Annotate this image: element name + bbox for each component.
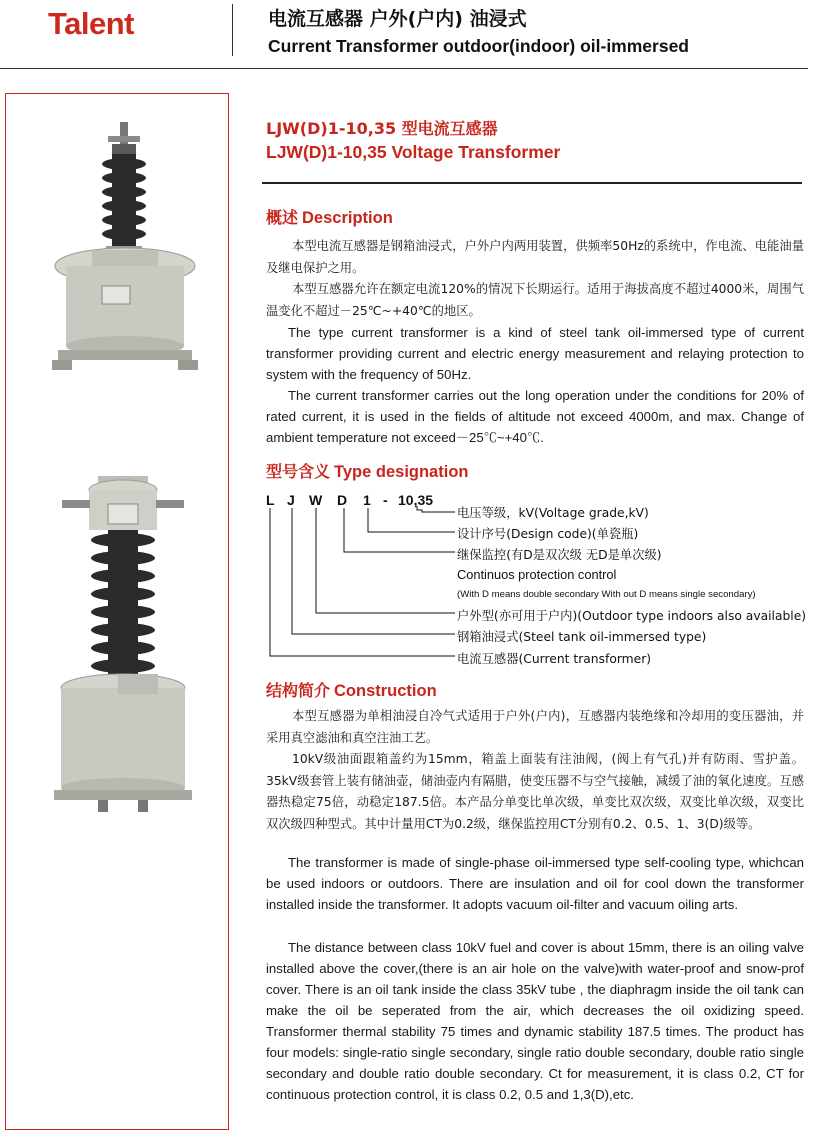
- header-title-en: Current Transformer outdoor(indoor) oil-immersed: [268, 36, 689, 56]
- description-heading-cn: 概述: [266, 208, 299, 227]
- legend-protection-control-cn: 继保监控(有D是双次级 无D是单次级): [457, 548, 662, 562]
- legend-protection-control-note: (With D means double secondary With out D means single secondary): [457, 589, 756, 600]
- brand-logo: Talent: [48, 6, 134, 41]
- description-paragraph-en-2: The current transformer carries out the long operation under the conditions for 20% of rated current, it is used in the fields of altitude not exceed 4000m, and max. Change of ambient temperature not exceed－25℃~+40℃.: [266, 388, 804, 445]
- description-paragraph-cn-2: 本型互感器允许在额定电流120%的情况下长期运行。适用于海拔高度不超过4000米，周围气温变化不超过－25℃~+40℃的地区。: [266, 282, 804, 318]
- type-designation-heading: [266, 459, 468, 482]
- code-voltage: 10,35: [398, 492, 434, 508]
- header-title-cn: 电流互感器 户外(户内) 油浸式: [268, 8, 527, 30]
- code-digit-1: 1: [363, 492, 371, 508]
- description-paragraph-en-1: The type current transformer is a kind of steel tank oil-immersed type of current transformer providing current and electric energy measurement and relaying protection to system with the frequency of 50Hz.: [266, 325, 804, 382]
- code-letter-j: J: [287, 492, 295, 508]
- legend-outdoor-type: 户外型(亦可用于户内)(Outdoor type indoors also available): [457, 609, 807, 623]
- construction-heading-cn: 结构简介: [266, 681, 331, 700]
- code-dash: -: [383, 492, 388, 508]
- description-paragraph-cn-1: 本型电流互感器是钢箱油浸式，户外户内两用装置，供频率50Hz的系统中，作电流、电能油量及继电保护之用。: [266, 239, 804, 275]
- legend-design-code: 设计序号(Design code)(单瓷瓶): [457, 527, 639, 541]
- construction-paragraph-en-1: The transformer is made of single-phase oil-immersed type self-cooling type, whichcan be used indoors or outdoors. There are insulation and oil for cool down the transformer installed inside the transformer. It adopts vacuum oil-filter and vacuum oiling arts.: [266, 855, 804, 912]
- type-designation-heading-cn: 型号含义: [266, 462, 331, 481]
- header-rule: [0, 68, 808, 69]
- construction-heading-en: Construction: [334, 682, 437, 700]
- construction-paragraph-en-2: The distance between class 10kV fuel and cover is about 15mm, there is an oiling valve installed above the cover,(there is an air hole on the valve)with water-proof and snow-prof cover. There is an oil tank inside the class 35kV tube , the diaphragm inside the oil tank can make the oil be seperated from the air, which decreases the oil oxidizing speed. Transformer thermal stability 75 times and dynamic stability 187.5 times. The product has four models: single-ratio single secondary, single ratio double secondary, double ratio single secondary and double ratio double secondary. Ct for measurement, it is class 0.2, CT for continuous protection control, it is class 0.2, 0.5 and 1,3(D),etc.: [266, 940, 804, 1102]
- construction-paragraph-cn-1: 本型互感器为单相油浸自冷气式适用于户外(户内)，互感器内装绝缘和冷却用的变压器油，并采用真空滤油和真空注油工艺。: [266, 709, 804, 745]
- legend-current-transformer: 电流互感器(Current transformer): [457, 652, 652, 666]
- description-heading-en: Description: [302, 209, 393, 227]
- legend-steel-tank: 钢箱油浸式(Steel tank oil-immersed type): [457, 630, 707, 644]
- code-letter-l: L: [266, 492, 275, 508]
- code-letter-d: D: [337, 492, 348, 508]
- code-letter-w: W: [309, 492, 323, 508]
- model-title-cn: LJW(D)1-10,35 型电流互感器: [266, 119, 498, 138]
- model-rule: [262, 182, 802, 184]
- outdoor-transformer-illustration: [50, 116, 200, 376]
- model-title-en: LJW(D)1-10,35 Voltage Transformer: [266, 142, 561, 162]
- legend-voltage-grade: 电压等级，kV(Voltage grade,kV): [457, 506, 649, 520]
- legend-protection-control-en: Continuos protection control: [457, 567, 617, 582]
- designation-bracket-lines: [262, 506, 482, 666]
- indoor-outdoor-transformer-illustration: [48, 468, 198, 820]
- construction-heading: [266, 678, 437, 701]
- construction-paragraph-cn-2: 10kV级油面跟箱盖约为15mm，箱盖上面装有注油阀，(阀上有气孔)并有防雨、雪护盖。35kV级套管上装有储油壶，储油壶内有隔腊，使变压器不与空气接触，减缓了油的氧化速度。互感器热稳定75倍，动稳定187.5倍。本产品分单变比单次级，单变比双次级，双变比单次级，双变比双次级四种型式。其中计量用CT为0.2级，继保监控用CT分别有0.2、0.5、1、3(D)级等。: [266, 752, 804, 831]
- description-heading: [266, 205, 393, 228]
- header-divider: [232, 4, 233, 56]
- type-designation-heading-en: Type designation: [334, 463, 469, 481]
